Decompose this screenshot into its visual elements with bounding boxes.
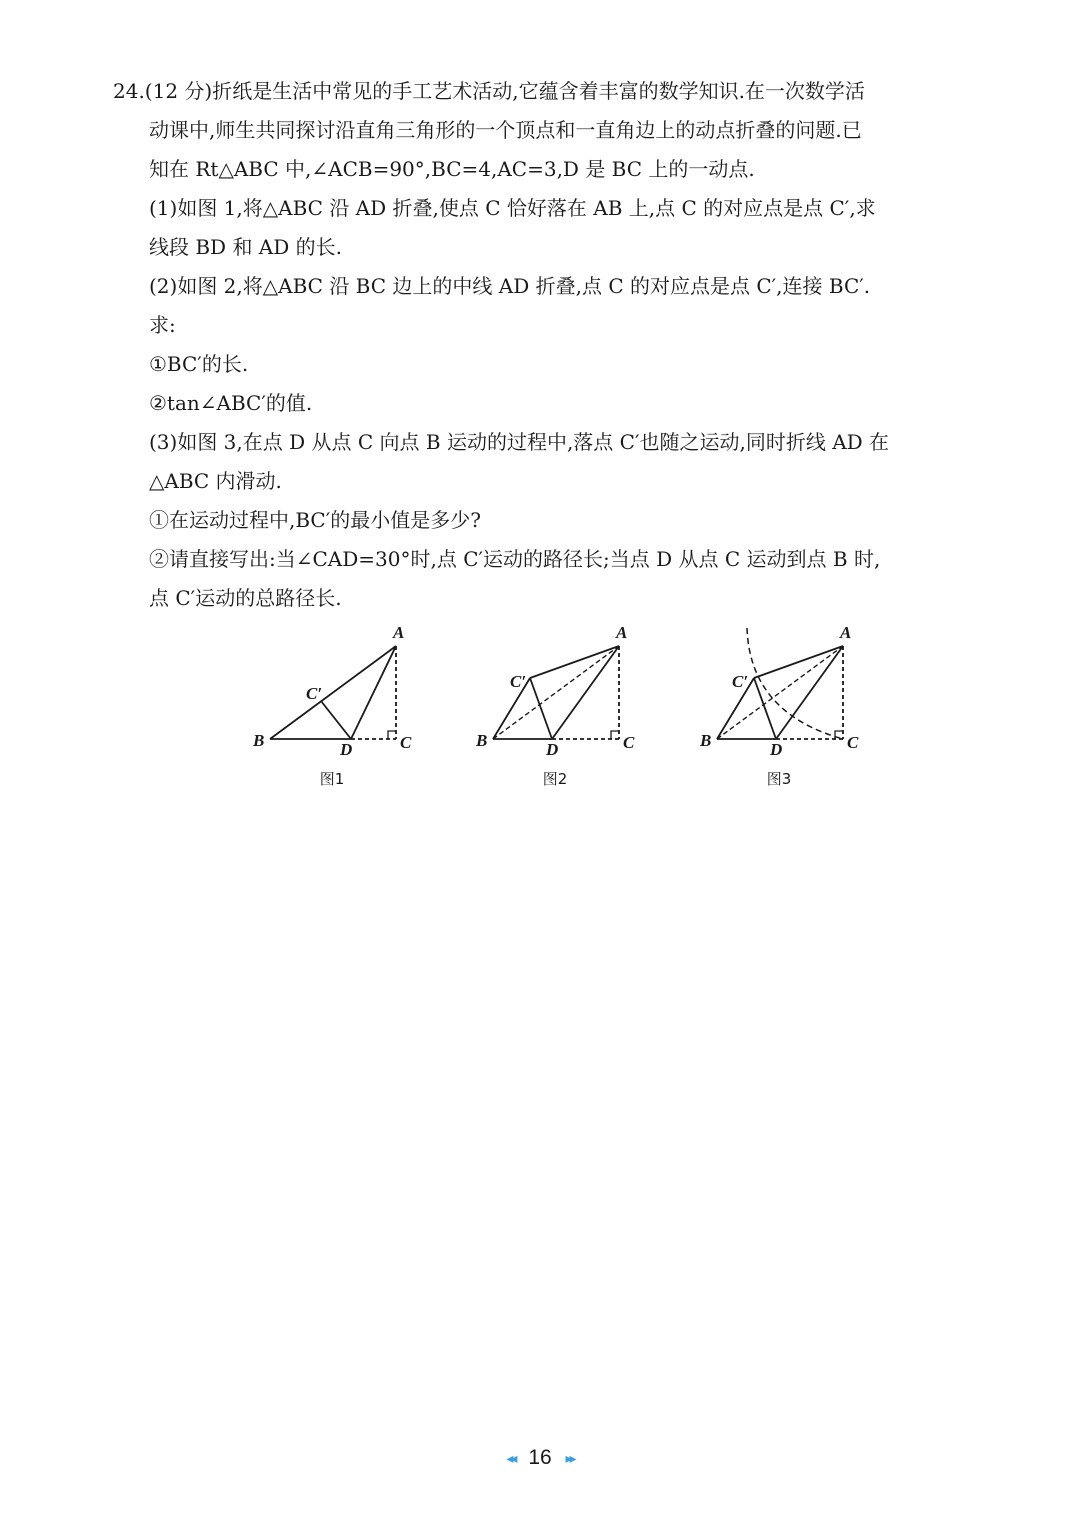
part-1-line-1: (1)如图 1,将△ABC 沿 AD 折叠,使点 C 恰好落在 AB 上,点 C 的对应点是点 C′,求 — [149, 196, 876, 220]
label-A: A — [616, 623, 628, 642]
figure-2-diagram — [468, 618, 648, 758]
segment-CpD — [321, 701, 351, 739]
segment-AB-dashed — [493, 646, 619, 739]
label-D: D — [340, 740, 353, 759]
figure-3 — [692, 618, 872, 788]
part-2-line-2: 求: — [149, 313, 176, 337]
label-D: D — [546, 740, 559, 759]
label-D: D — [770, 740, 783, 759]
figure-row — [245, 618, 875, 798]
part-3-line-1: (3)如图 3,在点 D 从点 C 向点 B 运动的过程中,落点 C′也随之运动,同时折线 AD 在 — [149, 430, 890, 454]
figure-1-caption: 图1 — [319, 770, 345, 788]
prev-page-icon: ◂◂ — [506, 1449, 515, 1466]
figure-1 — [245, 618, 425, 788]
label-C: C — [400, 733, 412, 752]
problem-line-3: 知在 Rt△ABC 中,∠ACB=90°,BC=4,AC=3,D 是 BC 上的一动点. — [149, 157, 755, 181]
right-angle-mark — [611, 731, 619, 739]
figure-3-diagram — [692, 618, 872, 758]
page-footer — [0, 1446, 1080, 1470]
part-3-q2-line-1: ②请直接写出:当∠CAD=30°时,点 C′运动的路径长;当点 D 从点 C 运动到点 B 时, — [149, 547, 881, 571]
part-3-q2-line-2: 点 C′运动的总路径长. — [149, 586, 342, 610]
label-C: C — [623, 733, 635, 752]
figure-2 — [468, 618, 648, 788]
right-angle-mark — [388, 731, 396, 739]
part-3-q1: ①在运动过程中,BC′的最小值是多少? — [149, 508, 481, 532]
problem-line-2: 动课中,师生共同探讨沿直角三角形的一个顶点和一直角边上的动点折叠的问题.已 — [149, 118, 862, 142]
label-B: B — [476, 731, 488, 750]
part-2-q1: ①BC′的长. — [149, 352, 249, 376]
label-C-prime: C′ — [732, 672, 749, 691]
label-C-prime: C′ — [510, 672, 527, 691]
label-B: B — [700, 731, 712, 750]
problem-line-1: 24.(12 分)折纸是生活中常见的手工艺术活动,它蕴含着丰富的数学知识.在一次数学活 — [113, 79, 865, 103]
c-prime-path-arc — [747, 628, 843, 739]
label-A: A — [393, 623, 405, 642]
segment-AD — [776, 646, 843, 739]
label-C: C — [847, 733, 859, 752]
segment-ACp — [530, 646, 619, 678]
segment-ACp — [754, 646, 843, 678]
part-2-q2: ②tan∠ABC′的值. — [149, 391, 313, 415]
label-B: B — [253, 731, 265, 750]
next-page-icon: ▸▸ — [565, 1449, 574, 1466]
figure-1-diagram — [245, 618, 425, 758]
label-A: A — [840, 623, 852, 642]
figure-3-caption: 图3 — [766, 770, 792, 788]
part-3-line-2: △ABC 内滑动. — [149, 469, 282, 493]
problem-24 — [113, 72, 973, 618]
page-number: 16 — [528, 1446, 552, 1470]
label-C-prime: C′ — [306, 684, 323, 703]
segment-AD — [552, 646, 619, 739]
part-1-line-2: 线段 BD 和 AD 的长. — [149, 235, 342, 259]
figure-2-caption: 图2 — [542, 770, 568, 788]
segment-AB — [270, 646, 396, 739]
segment-AB-dashed — [717, 646, 843, 739]
part-2-line-1: (2)如图 2,将△ABC 沿 BC 边上的中线 AD 折叠,点 C 的对应点是点 C′,连接 BC′. — [149, 274, 871, 298]
segment-AD — [351, 646, 396, 739]
